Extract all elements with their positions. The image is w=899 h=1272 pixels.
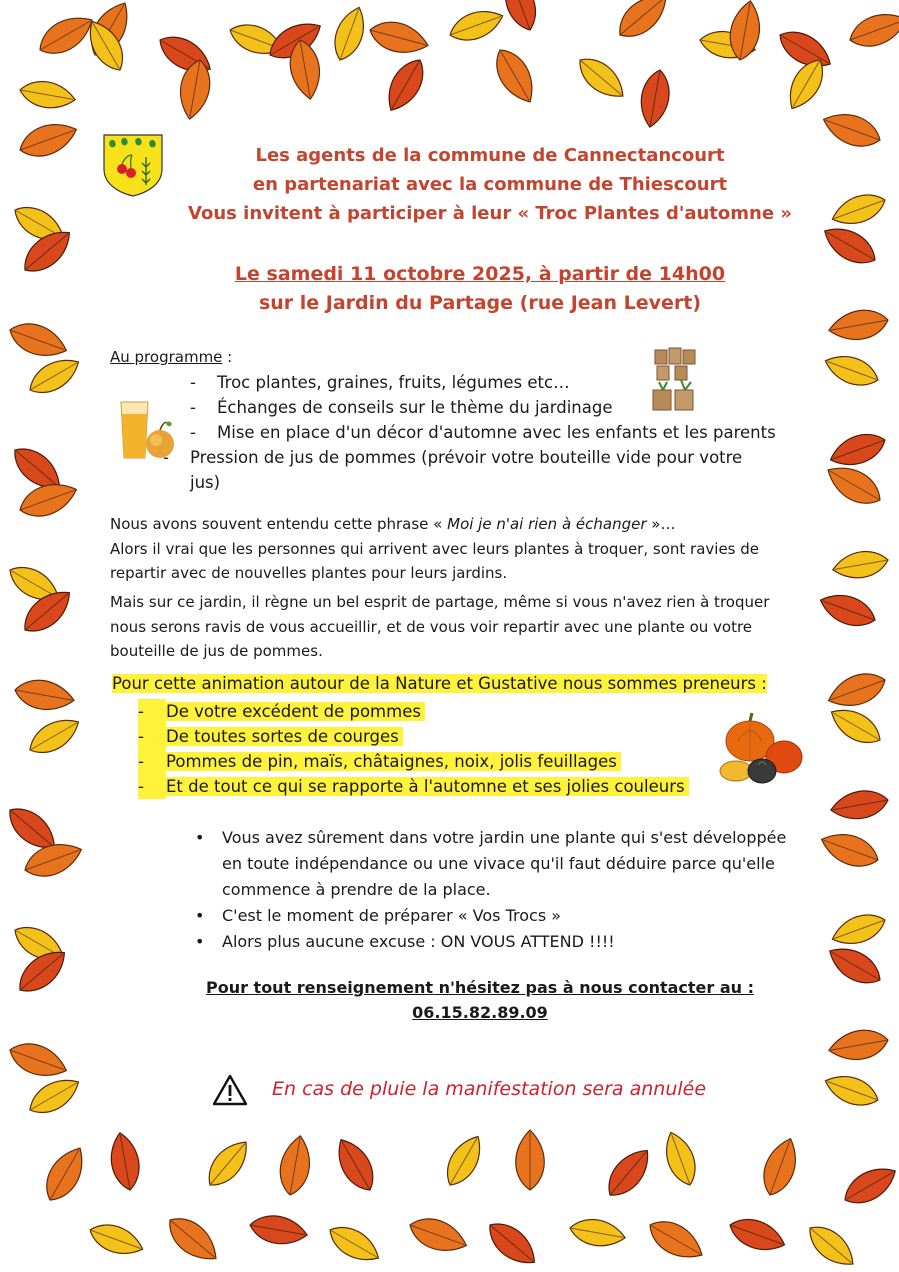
list-item (138, 749, 689, 774)
wanted-heading (112, 674, 767, 693)
list-item-text: Pression de jus de pommes (prévoir votre bouteille vide pour votre jus) (190, 448, 743, 492)
pumpkins-icon (718, 707, 808, 787)
list-item (138, 774, 689, 799)
event-date: Le samedi 11 octobre 2025, à partir de 14h00 (234, 263, 726, 285)
list-item-text: Pommes de pin, maïs, châtaignes, noix, jolis feuillages (166, 752, 621, 771)
list-dash: - (138, 724, 166, 749)
list-item (163, 445, 750, 495)
programme-title: Au programme (110, 348, 223, 366)
list-item: - Troc plantes, graines, fruits, légumes etc… (190, 370, 790, 395)
list-item: • C'est le moment de préparer « Vos Trocs » (195, 903, 795, 929)
event-place: sur le Jardin du Partage (rue Jean Levert) (258, 292, 702, 314)
header-line-2: en partenariat avec la commune de Thiescourt (252, 174, 728, 195)
paragraph-sharing: Mais sur ce jardin, il règne un bel esprit de partage, même si vous n'avez rien à troquer nous serons ravis de vous accueillir, et de vous voir repartir avec une plante ou votre bouteille de jus de pommes. (110, 593, 770, 660)
quoted-phrase: Moi je n'ai rien à échanger (447, 515, 647, 533)
list-item-text: De toutes sortes de courges (166, 727, 403, 746)
programme-colon: : (222, 348, 233, 366)
list-item: - Échanges de conseils sur le thème du jardinage (190, 395, 790, 420)
list-item-text: Et de tout ce qui se rapporte à l'automne et ses jolies couleurs (166, 777, 689, 796)
list-dash: - (138, 774, 166, 799)
paragraph-intro-rest: Alors il vrai que les personnes qui arrivent avec leurs plantes à troquer, sont ravies de repartir avec de nouvelles plantes pour leurs jardins. (110, 539, 759, 582)
list-item: - Mise en place d'un décor d'automne avec les enfants et les parents (190, 420, 790, 445)
list-item (138, 724, 689, 749)
list-dash: - (138, 749, 166, 774)
programme-heading (110, 348, 232, 366)
list-item-text: De votre excédent de pommes (166, 702, 425, 721)
rain-warning: En cas de pluie la manifestation sera annulée (272, 1078, 707, 1100)
contact-phone: 06.15.82.89.09 (412, 1003, 548, 1022)
seedling-pots-icon (645, 346, 701, 414)
list-item (138, 699, 689, 724)
bullet-list (195, 825, 795, 955)
contact-label: Pour tout renseignement n'hésitez pas à nous contacter au : (205, 978, 755, 997)
paragraph-intro (110, 512, 795, 586)
list-dash: - (138, 699, 166, 724)
juice-glass-apple-icon (118, 398, 176, 462)
list-item: • Alors plus aucune excuse : ON VOUS ATTEND !!!! (195, 929, 795, 955)
paragraph-intro-end: »… (646, 515, 676, 533)
paragraph-intro-start: Nous avons souvent entendu cette phrase « (110, 515, 448, 533)
list-item: • Vous avez sûrement dans votre jardin une plante qui s'est développée en toute indépendance ou une vivace qu'il faut déduire parce qu'elle commence à prendre de la place. (195, 825, 795, 903)
header-line-3: Vous invitent à participer à leur « Troc Plantes d'automne » (188, 203, 792, 224)
wanted-list (138, 699, 689, 799)
wanted-title: Pour cette animation autour de la Nature et Gustative nous sommes preneurs : (112, 674, 767, 693)
header-line-1: Les agents de la commune de Cannectancourt (255, 145, 725, 166)
warning-triangle-icon (212, 1074, 248, 1106)
